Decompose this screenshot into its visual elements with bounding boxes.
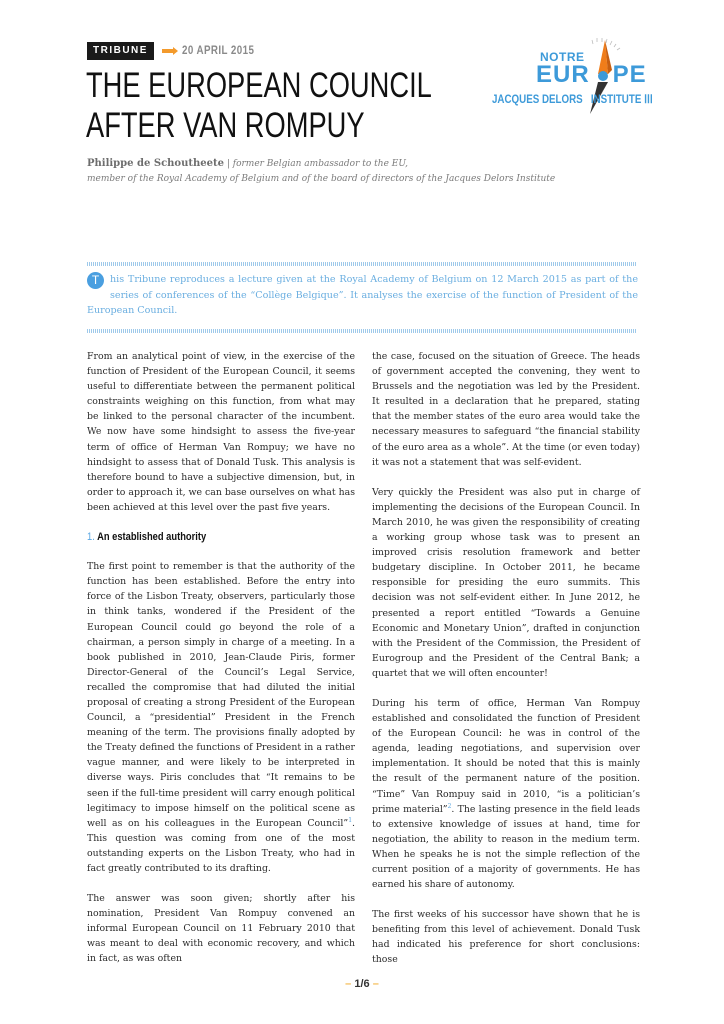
author-separator: | [223, 159, 233, 169]
paragraph-2-end: the case, focused on the situation of Greece. The heads of government accepted the convening, they went to Brussels and the negotiation was led by the President. It resulted in a declaration that he prepared, stating that the member states of the euro area would take the necessary measures to safeguard “the financial stability of the euro area as a whole”. At the time (or even today) it was not a statement that was self-evident. [372, 351, 640, 468]
abstract-text: his Tribune reproduces a lecture given at the Royal Academy of Belgium on 12 March 2015 as part of the series of conferences of the “Collège Belgique”. It analyses the exercise of the function of President of the European Council. [87, 274, 638, 316]
paragraph-2-start: The answer was soon given; shortly after his nomination, President Van Rompuy convened an informal European Council on 11 February 2010 that was meant to deal with economic recovery, and which in fact, as was often [87, 893, 355, 965]
section-number: 1. [87, 531, 95, 544]
page-dash-left: – [345, 978, 352, 990]
logo-notre: NOTRE [540, 50, 585, 64]
page-indicator: 1/6 [354, 978, 370, 990]
divider-top [87, 262, 637, 266]
page-dash-right: – [372, 978, 379, 990]
header-meta [87, 42, 267, 60]
dropcap: T [87, 272, 104, 289]
author-name: Philippe de Schoutheete [87, 158, 224, 169]
notre-europe-logo [488, 36, 658, 116]
publication-date: 20 APRIL 2015 [181, 45, 255, 57]
paragraph-4 [372, 696, 640, 892]
footnote-ref-2[interactable]: 2 [447, 802, 452, 810]
logo-institute: JACQUES DELORS INSTITUTE ⅠⅠⅠ [492, 94, 653, 106]
section-title: An established authority [97, 531, 207, 544]
logo-europe: EUR PE [536, 61, 647, 88]
author-byline [87, 156, 647, 187]
title-line-2: AFTER VAN ROMPUY [86, 106, 365, 145]
paragraph-1 [87, 559, 355, 876]
title-line-1: THE EUROPEAN COUNCIL [86, 66, 432, 105]
paragraph-3: Very quickly the President was also put in charge of implementing the decisions of the European Council. In March 2010, he was given the responsibility of creating a working group whose task was to present an improved crisis resolution framework and better budgetary discipline. In October 2011, he became responsible for presiding the euro summits. This decision was not self-evident either. In June 2012, he presented a report entitled “Towards a Genuine Economic and Monetary Union”, drafted in conjunction with the President of the Commission, the President of Eurogroup and the President of the Central Bank; a quartet that we will often encounter! [372, 486, 640, 679]
section-heading [87, 530, 315, 545]
divider-bottom [87, 329, 637, 333]
arrow-icon [162, 49, 174, 53]
document-title [86, 66, 432, 146]
paragraph-1-text-b: . This question was coming from one of the most outstanding experts on the Lisbon Treaty, who had in fact greatly contributed to its drafting. [87, 817, 355, 874]
paragraph-4-text-a: During his term of office, Herman Van Rompuy established and consolidated the function of President of the European Council: he was in control of the agenda, leading negotiations, and supervision over implementation. It should be noted that this is mainly the result of the permanent nature of the position. “Time” Van Rompuy said in 2010, “is a politician’s prime material” [372, 697, 640, 815]
paragraph-intro: From an analytical point of view, in the exercise of the function of President of the European Council, it seems useful to differentiate between the permanent political constraints weighing on this function, from what may be linked to the personal character of the incumbent. We now have some hindsight to assess the five-year term of office of Herman Van Rompuy; we have no hindsight to assess that of Donald Tusk. This analysis is therefore bound to have a subjective dimension, but, in order to approach it, we can base ourselves on what has been achieved at this level over the past five years. [87, 351, 355, 513]
paragraph-1-text-a: The first point to remember is that the authority of the function has been established. Before the entry into force of the Lisbon Treaty, observers, particularly those in think tanks, wondered if the President of the European Council could go beyond the role of a chairman, a person simply in charge of a meeting. In a book published in 2010, Jean-Claude Piris, former Director-General of the Council’s Legal Service, recalled the compromise that had diluted the initial proposal of creating a strong President of the European Council, a “presidential” President in the French meaning of the term. The provisions finally adopted by the Treaty defined the functions of President in a rather vague manner, and were likely to be interpreted in diverse ways. Piris concludes that “It remains to be seen if the full-time president will carry enough political legitimacy to impose himself on the political scene as well as on his colleagues in the European Council” [87, 561, 355, 829]
tribune-badge: TRIBUNE [87, 42, 154, 60]
abstract [87, 272, 638, 319]
paragraph-5: The first weeks of his successor have shown that he is benefiting from this level of achievement. Donald Tusk had indicated his preference for short conclusions: those [372, 909, 640, 966]
paragraph-4-text-b: . The lasting presence in the field leads to extensive knowledge of issues at hand, time for negotiation, the ability to reason in the medium term. When he speaks he is not the simple reflection of the current position of a majority of governments. He has earned his share of autonomy. [372, 803, 641, 891]
column-left [87, 349, 355, 982]
author-role-1: former Belgian ambassador to the EU, [232, 159, 408, 169]
page-number [0, 978, 724, 990]
column-right [372, 349, 640, 983]
author-role-2: member of the Royal Academy of Belgium and of the board of directors of the Jacques Delors Institute [87, 174, 556, 184]
footnote-ref-1[interactable]: 1 [348, 816, 353, 824]
